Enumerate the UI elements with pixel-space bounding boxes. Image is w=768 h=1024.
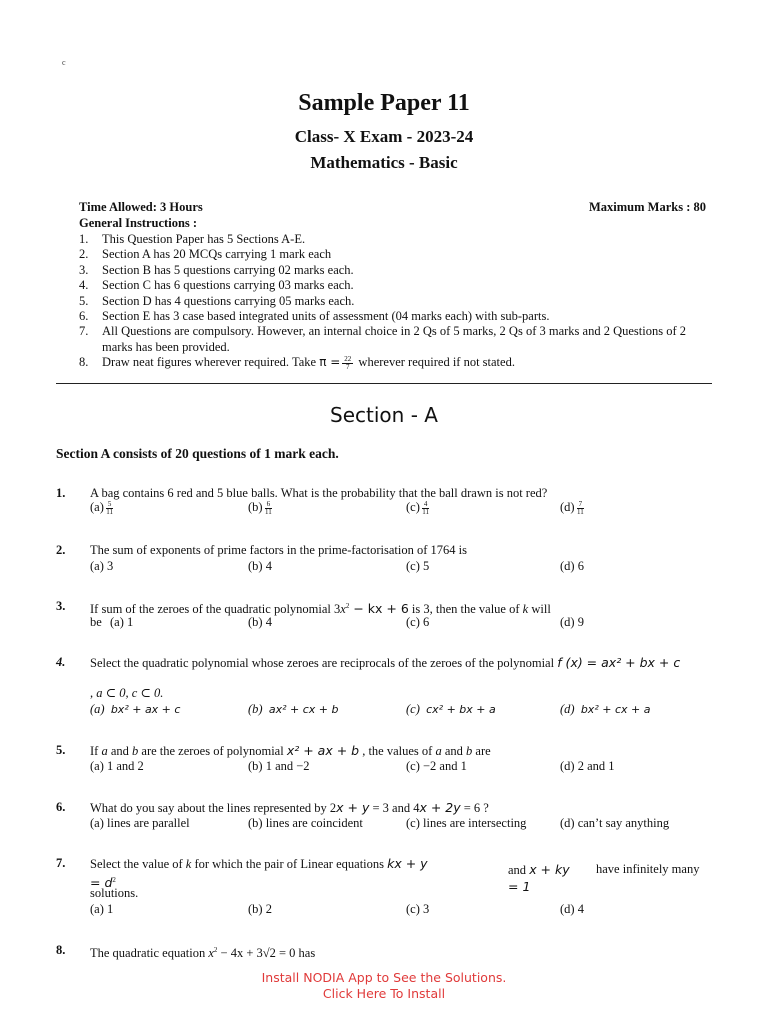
instructions-list [79,232,711,371]
option-a: (a) $\frac{5}{11}$ [90,499,113,516]
option-a: (a) bx² + ax + c [90,702,181,716]
general-instructions-heading: General Instructions : [79,216,198,230]
instruction-item: 8. Draw neat figures wherever required. Take π = $\frac{22}{7}$ wherever required if not stated. [79,354,515,371]
instruction-item: 7. All Questions are compulsory. However, an internal choice in 2 Qs of 5 marks, 2 Qs of 3 marks and 2 Questions of 2 marks has been provided. [79,324,686,354]
option-b: (b) lines are coincident [248,816,363,830]
question-text-and: and x + ky = 1 [508,862,570,894]
instruction-item: 6. Section E has 3 case based integrated units of assessment (04 marks each) with sub-parts. [79,309,550,324]
question-text: A bag contains 6 red and 5 blue balls. What is the probability that the ball drawn is not red? [90,486,548,500]
question-4 [56,655,712,721]
question-text: The sum of exponents of prime factors in the prime-factorisation of 1764 is [90,543,467,557]
option-a: (a) 1 [110,615,134,629]
question-number: 1. [56,486,66,500]
option-a: (a) 1 and 2 [90,759,144,773]
option-a: (a) lines are parallel [90,816,190,830]
options [90,500,712,516]
question-number: 6. [56,800,66,814]
class-line: Class- X Exam - 2023-24 [294,127,474,146]
instruction-item: 3. Section B has 5 questions carrying 02 marks each. [79,262,354,277]
option-c: (c) cx² + bx + a [406,702,496,716]
options [90,902,712,918]
install-app-link[interactable]: Install NODIA App to See the Solutions. [261,970,507,985]
question-3 [56,599,712,633]
question-text: If a and b are the zeroes of polynomial x² + ax + b , the values of a and b are [90,743,491,758]
option-b: (b) $\frac{6}{11}$ [248,499,272,516]
question-8 [56,943,712,961]
option-d: (d) $\frac{7}{11}$ [560,499,584,516]
option-a: (a) 1 [90,902,114,916]
option-c: (c) $\frac{4}{11}$ [406,499,429,516]
question-text-end: have infinitely many [596,862,700,876]
option-d: (d) 4 [560,902,584,916]
subject-line: Mathematics - Basic [310,153,458,172]
section-title: Section - A [330,403,438,427]
divider [56,383,712,384]
question-text-continued: be [90,615,102,629]
option-c: (c) −2 and 1 [406,759,467,773]
question-text: Select the quadratic polynomial whose zeroes are reciprocals of the zeroes of the polynomial f (x) = ax² + bx + c [90,655,681,670]
question-number: 8. [56,943,66,957]
page-mark: c [62,58,66,67]
option-d: (d) bx² + cx + a [560,702,651,716]
time-allowed: Time Allowed: 3 Hours [79,200,203,214]
question-number: 7. [56,856,66,870]
maximum-marks: Maximum Marks : 80 [589,200,706,214]
question-number: 4. [56,655,66,669]
question-number: 3. [56,599,66,613]
options [90,816,712,832]
question-5 [56,743,712,777]
question-text: What do you say about the lines represented by 2x + y = 3 and 4x + 2y = 6 ? [90,800,489,815]
instruction-item: 4. Section C has 6 questions carrying 03 marks each. [79,278,354,293]
option-c: (c) 5 [406,559,430,573]
option-b: (b) 2 [248,902,272,916]
question-number: 5. [56,743,66,757]
question-text: Select the value of k for which the pair of Linear equations kx + $y = d^2$ [90,856,428,890]
paper-title: Sample Paper 11 [298,90,470,116]
question-text-continued: solutions. [90,886,139,900]
option-d: (d) can’t say anything [560,816,670,830]
section-note: Section A consists of 20 questions of 1 mark each. [56,446,339,461]
question-text: If sum of the zeroes of the quadratic polynomial $3x^2$ − kx + 6 is 3, then the value of k will [90,601,551,617]
instruction-item: 2. Section A has 20 MCQs carrying 1 mark each [79,247,332,262]
options [90,759,712,775]
option-b: (b) 1 and −2 [248,759,310,773]
question-condition: , a ⊂ 0, c ⊂ 0. [90,686,164,700]
options [90,702,712,718]
question-1 [56,486,712,520]
options [90,559,712,575]
install-app-banner [0,970,768,1002]
option-d: (d) 6 [560,559,584,573]
question-6 [56,800,712,834]
pi-fraction: $\frac{22}{7}$ [344,354,352,371]
question-number: 2. [56,543,66,557]
option-c: (c) 6 [406,615,430,629]
option-c: (c) 3 [406,902,430,916]
option-d: (d) 9 [560,615,584,629]
option-a: (a) 3 [90,559,114,573]
exam-meta [79,200,706,215]
click-here-to-install-link[interactable]: Click Here To Install [322,986,446,1001]
option-c: (c) lines are intersecting [406,816,527,830]
pi-symbol: π = [319,355,341,370]
question-7 [56,856,712,918]
option-b: (b) 4 [248,615,272,629]
instruction-item: 5. Section D has 4 questions carrying 05 marks each. [79,293,355,308]
option-b: (b) 4 [248,559,272,573]
option-d: (d) 2 and 1 [560,759,615,773]
option-b: (b) ax² + cx + b [248,702,339,716]
question-text: The quadratic equation $x^2 - 4x + 3√2 = 0$ has [90,946,316,961]
question-2 [56,543,712,577]
options [110,615,712,631]
instruction-item: 1. This Question Paper has 5 Sections A-E. [79,232,306,246]
